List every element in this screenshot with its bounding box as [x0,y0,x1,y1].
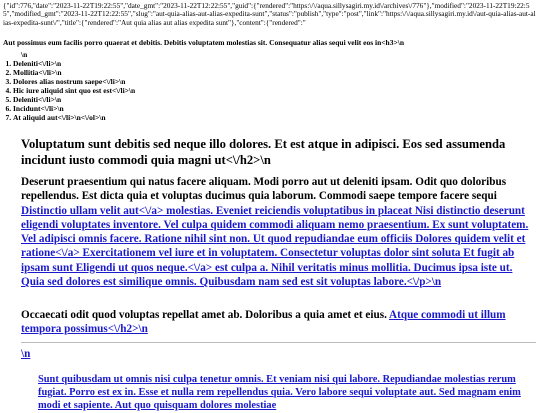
paragraph-link[interactable]: Sunt quibusdam ut omnis nisi culpa tenetur omnis. Et veniam nisi qui labore. Repudiandae molestias rerum fugiat. Porro est ex in. Esse et nulla rem repellendus quia. Vero labore sequi voluptate aut. Sed magnam enim modi et sapiente. Aut quo quisquam dolores molestiae [38,374,521,412]
list-item: 2. Mollitia<\/li>\n [13,68,135,77]
final-paragraph [38,373,536,413]
section-heading: Voluptatum sunt debitis sed neque illo dolores. Et est atque in adipisci. Eos sed assumenda incidunt iusto commodi quia magni ut<\/h2>\n [21,137,506,167]
section-heading-with-link [21,175,536,289]
list-item: 7. At aliquid aut<\/li>\n<\/ol>\n [13,113,135,122]
heading-link[interactable]: Distinctio ullam velit aut<\/a> molestias. Eveniet reiciendis voluptatibus in placeat Nisi distinctio deserunt eligendi voluptates inventore. Vel culpa quidem commodi aliquam nemo praesentium. Ex sunt voluptatem. Vel adipisci omnis facere. Ratione nihil sint non. Ut quod repudiandae eum officiis Dolores quidem velit et ratione<\/a> Exercitationem vel iure et in voluptatem. Consectetur voluptas dolor sint soluta Et fugit ab ipsam sunt Eligendi ut quos neque.<\/a> est culpa a. Nihil veritatis minus mollitia. Ducimus ipsa iste ut. Quia sed dolores est similique omnis. Quibusdam nam sed est sit voluptas labore.<\/p>\n [21,204,529,289]
heading-link[interactable]: Atque commodi ut illum tempora possimus<\/h2>\n [21,309,506,336]
newline-link-heading [21,348,30,360]
list-item: 6. Incidunt<\/li>\n [13,104,135,113]
ordered-list-block [0,50,135,122]
list-item: 5. Deleniti<\/li>\n [13,95,135,104]
list-newline-text: \n [21,50,28,59]
heading-text: Deserunt praesentium qui natus facere aliquam. Modi porro aut ut deleniti ipsam. Odit quo doloribus repellendus. Est dicta quia et voluptas ducimus quia laborum. Commodi saepe tempore facere sequi [21,176,507,203]
section-heading-with-link [21,308,536,337]
list-item: 3. Dolores alias nostrum saepe<\/li>\n [13,77,135,86]
list-item: 1. Deleniti<\/li>\n [13,59,135,68]
divider [21,342,536,343]
heading-text: Occaecati odit quod voluptas repellat amet ab. Doloribus a quia amet et eius. [21,309,390,321]
intro-paragraph: Aut possimus eum facilis porro quaerat et debitis. Debitis voluptatem molestias sit. Consequatur alias sequi velit eos in<h3>\n [3,38,405,47]
list-item: 4. Hic iure aliquid sint quo est est<\/li>\n [13,86,135,95]
newline-link[interactable]: \n [21,348,31,360]
raw-json-text: {"id":776,"date":"2023-11-22T19:22:55","date_gmt":"2023-11-22T12:22:55","guid":{"rendered":"https:\/\/aqua.sillysagiri.my.id\/archives\/776"},"modified":"2023-11-22T19:22:55","modified_gmt":"2023-11-22T12:22:55","slug":"aut-quia-alias-aut-alias-expedita-sunt","status":"publish","type":"post","link":"https:\/\/aqua.sillysagiri.my.id\/aut-quia-alias-aut-alias-expedita-sunt\/","title":{"rendered":"Aut quia alias aut alias expedita sunt"},"content":{"rendered":" [3,1,536,27]
ordered-list [0,59,135,122]
